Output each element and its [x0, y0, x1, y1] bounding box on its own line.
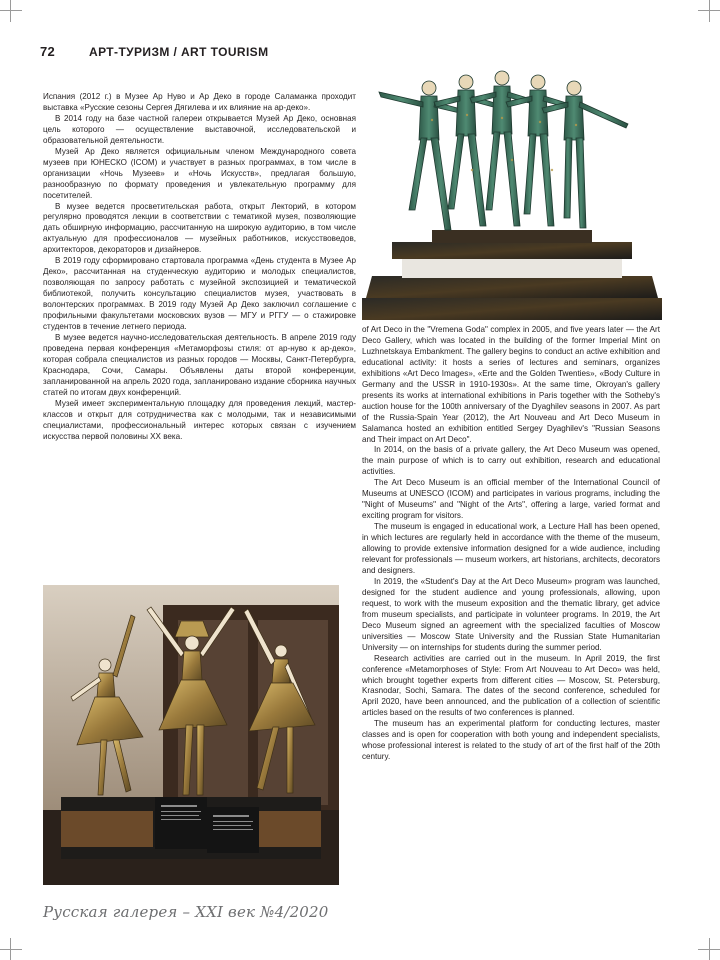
- ru-paragraph-1: Испания (2012 г.) в Музее Ар Нуво и Ар Деко в городе Саламанка проходит выставка «Русские сезоны Сергея Дягилева и их влияние на ар-деко».: [43, 92, 356, 112]
- en-paragraph-1: of Art Deco in the "Vremena Goda" complex in 2005, and five years later — the Art Deco Gallery, which was located in the building of the former Imperial Mint on Luzhnetskaya Embankment. The gallery begins to conduct an active exhibition and educational activity: it hosts a series of lectures and seminars, organizes exhibitions «Art Deco Images», «Erte and the Golden Twenties», «Body Culture in Germany and the USSR in 1910-1930s». At the same time, Okroyan's gallery presents its works at international exhibitions in Paris together with the Sotheby's auction house for the 100th anniversary of the Dyaghilev seasons in 2007. As part of the Russia-Spain Year (2012), the Art Nouveau and Art Deco Museum in Salamanca hosted an exhibition entitled Sergey Dyaghilev's "Russian Seasons and Their impact on Art Deco".: [362, 325, 660, 444]
- en-paragraph-2: In 2014, on the basis of a private gallery, the Art Deco Museum was opened, the main purpose of which is to carry out exhibition, research and educational activities.: [362, 445, 660, 477]
- photo-bronze-dancers-sculpture: [362, 70, 662, 320]
- crop-mark-top-left-h: [0, 10, 22, 11]
- russian-text-column: [43, 92, 356, 443]
- crop-mark-bottom-left-h: [0, 949, 22, 950]
- ru-paragraph-7: Музей имеет экспериментальную площадку для проведения лекций, мастер-классов и открыт для сотрудничества как с молодыми, так и независимыми специалистами, профессиональный интерес которых связан с изучением искусства первой половины XX века.: [43, 398, 356, 441]
- en-paragraph-6: Research activities are carried out in the museum. In April 2019, the first conference «Metamorphoses of Style: From Art Nouveau to Art Deco» was held, which brought together experts from different cities — Moscow, St. Petersburg, Krasnodar, Sochi, Samara. The dates of the second conference, scheduled for April 2020, have been announced, and the publication of a collection of scientific articles based on the results of two conferences is planned.: [362, 653, 660, 718]
- ru-paragraph-2: В 2014 году на базе частной галереи открывается Музей Ар Деко, основная цель которого — осуществление выставочной, исследовательской и образовательной деятельности.: [43, 113, 356, 145]
- en-paragraph-7: The museum has an experimental platform for conducting lectures, master classes and is open for cooperation with both young and independent specialists, whose professional interest is related to the study of art of the first half of the 20th century.: [362, 719, 660, 762]
- ru-paragraph-4: В музее ведется просветительская работа, открыт Лекторий, в котором регулярно проводятся лекции в соответствии с тематикой музея, позволяющие дать обширную информацию, рассчитанную на широкую аудиторию, в том числе актуальную для профессионалов — музейных работников, искусствоведов, архитекторов, декораторов и дизайнеров.: [43, 201, 356, 255]
- ru-paragraph-6: В музее ведется научно-исследовательская деятельность. В апреле 2019 году проведена первая конференция «Метаморфозы стиля: от ар-нуво к ар-деко», которая собрала специалистов из разных городов — Москвы, Санкт-Петербурга, Краснодара, Сочи, Самары. Объявлены даты второй конференции, запланированной на апрель 2020 года, запланировано издание сборника научных статей по итогам двух конференций.: [43, 332, 356, 397]
- ru-paragraph-3: Музей Ар Деко является официальным членом Международного совета музеев при ЮНЕСКО (ICOM) и участвует в разных программах, в том числе в организации «Ночь Музеев» и «Ночь Искусств», предлагая большую, разнообразную по формату проведения и увлекательную программу для посетителей.: [43, 146, 356, 200]
- crop-mark-top-right-h: [698, 10, 720, 11]
- footer-publication: Русская галерея – XXI век №4/2020: [43, 903, 329, 921]
- english-text-column: [362, 325, 660, 763]
- crop-mark-top-right: [709, 0, 710, 22]
- photo-gilt-dancers-sculptures: [43, 585, 339, 885]
- section-title: АРТ-ТУРИЗМ / ART TOURISM: [89, 45, 269, 59]
- en-paragraph-3: The Art Deco Museum is an official member of the International Council of Museums at UNESCO (ICOM) and participates in various programs, including the "Night of Museums" and "Night of the Arts", offering a large, varied format and exciting program for visitors.: [362, 478, 660, 521]
- ru-paragraph-5: В 2019 году сформировано стартовала программа «День студента в Музее Ар Деко», рассчитанная на студенческую аудиторию и молодых специалистов, позволяющая по запросу работать с музейной экспозицией и тематической библиотекой, получить консультацию специалистов музея, участвовать в волонтерских программах. В 2019 году Музей Ар Деко заключил соглашение с профильными факультетами московских вузов — МГУ и РГГУ — о стажировке студентов в течение летнего периода.: [43, 256, 356, 332]
- crop-mark-top-left: [10, 0, 11, 22]
- page-number: 72: [40, 44, 56, 59]
- crop-mark-bottom-right-h: [698, 949, 720, 950]
- dancers-sculpture-illustration: [362, 70, 662, 320]
- en-paragraph-4: The museum is engaged in educational work, a Lecture Hall has been opened, in which lectures are regularly held in accordance with the theme of the museum, allowing to provide extensive information designed for a wide audience, including relevant for professionals — museum workers, art historians, architects, decorators and designers.: [362, 522, 660, 575]
- en-paragraph-5: In 2019, the «Student's Day at the Art Deco Museum» program was launched, designed for the student audience and young professionals, allowing, upon request, to work with the museum exposition and the thematic library, get advice from museum specialists, and participate in volunteer programs. In 2019, the Art Deco Museum signed an agreement with the specialized faculties of Moscow universities — Moscow State University and the Russian State Humanitarian University — on internships for students during the summer period.: [362, 576, 660, 652]
- gilt-dancers-illustration: [43, 585, 339, 885]
